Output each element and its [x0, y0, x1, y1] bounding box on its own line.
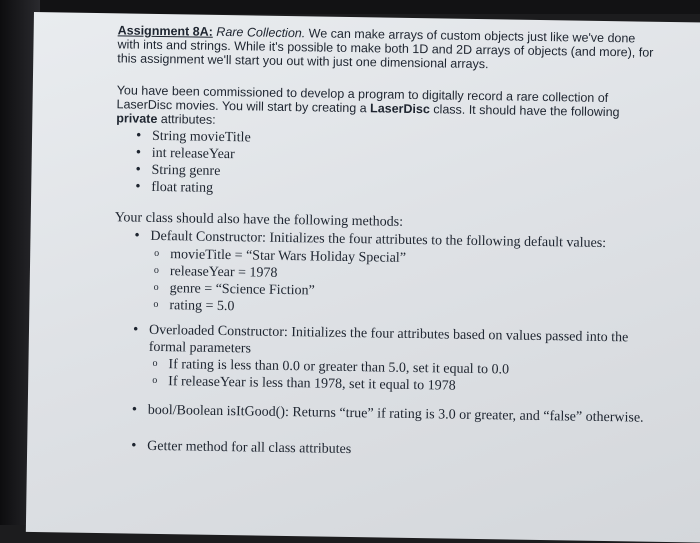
overloaded-rules-list — [152, 356, 632, 398]
assignment-label: Assignment 8A: — [117, 23, 213, 39]
overloaded-constructor-text: • Overloaded Constructor: Initializes the four attributes based on values passed into the formal parameters — [133, 322, 633, 364]
commission-paragraph — [116, 83, 647, 133]
class-name: LaserDisc — [370, 101, 430, 117]
list-item: • String genre — [135, 162, 435, 184]
list-item: o rating = 5.0 — [153, 297, 633, 322]
photo-frame-top — [0, 0, 700, 14]
assignment-intro — [117, 23, 658, 73]
list-item: • int releaseYear — [136, 145, 436, 167]
list-item: o movieTitle = “Star Wars Holiday Special” — [154, 246, 634, 271]
list-item: • String movieTitle — [136, 128, 436, 150]
list-item: o genre = “Science Fiction” — [154, 280, 634, 305]
default-constructor-text: • Default Constructor: Initializes the four attributes to the following default values: — [134, 228, 654, 253]
commission-text-1: You have been commissioned to develop a program to digitally record a rare collection of LaserDisc movies. You will start by creating a — [116, 83, 609, 116]
list-item: o If rating is less than 0.0 or greater than 5.0, set it equal to 0.0 — [152, 356, 632, 381]
list-item: • float rating — [135, 179, 435, 201]
getter-method — [131, 438, 631, 463]
list-item: o If releaseYear is less than 1978, set it equal to 1978 — [152, 373, 632, 398]
commission-text-3: attributes: — [157, 111, 216, 127]
methods-intro: Your class should also have the following methods: — [114, 210, 404, 230]
commission-text-2: class. It should have the following — [429, 102, 620, 120]
default-values-list — [153, 246, 634, 322]
document-page — [26, 12, 700, 543]
assignment-intro-text: We can make arrays of custom objects just like we've done with ints and strings. While it's possible to make both 1D and 2D arrays of objects (and more), for this assignment we'll start you out with just one dimensional arrays. — [117, 26, 654, 72]
assignment-title: Rare Collection. — [216, 24, 306, 41]
bool-method-text: • bool/Boolean isItGood(): Returns “true” if rating is 3.0 or greater, and “false” otherwise. — [132, 402, 672, 427]
bool-method — [132, 402, 672, 427]
attribute-list — [135, 128, 436, 201]
getter-method-text: • Getter method for all class attributes — [131, 438, 631, 463]
private-keyword: private — [116, 111, 158, 126]
list-item: o releaseYear = 1978 — [154, 263, 634, 288]
